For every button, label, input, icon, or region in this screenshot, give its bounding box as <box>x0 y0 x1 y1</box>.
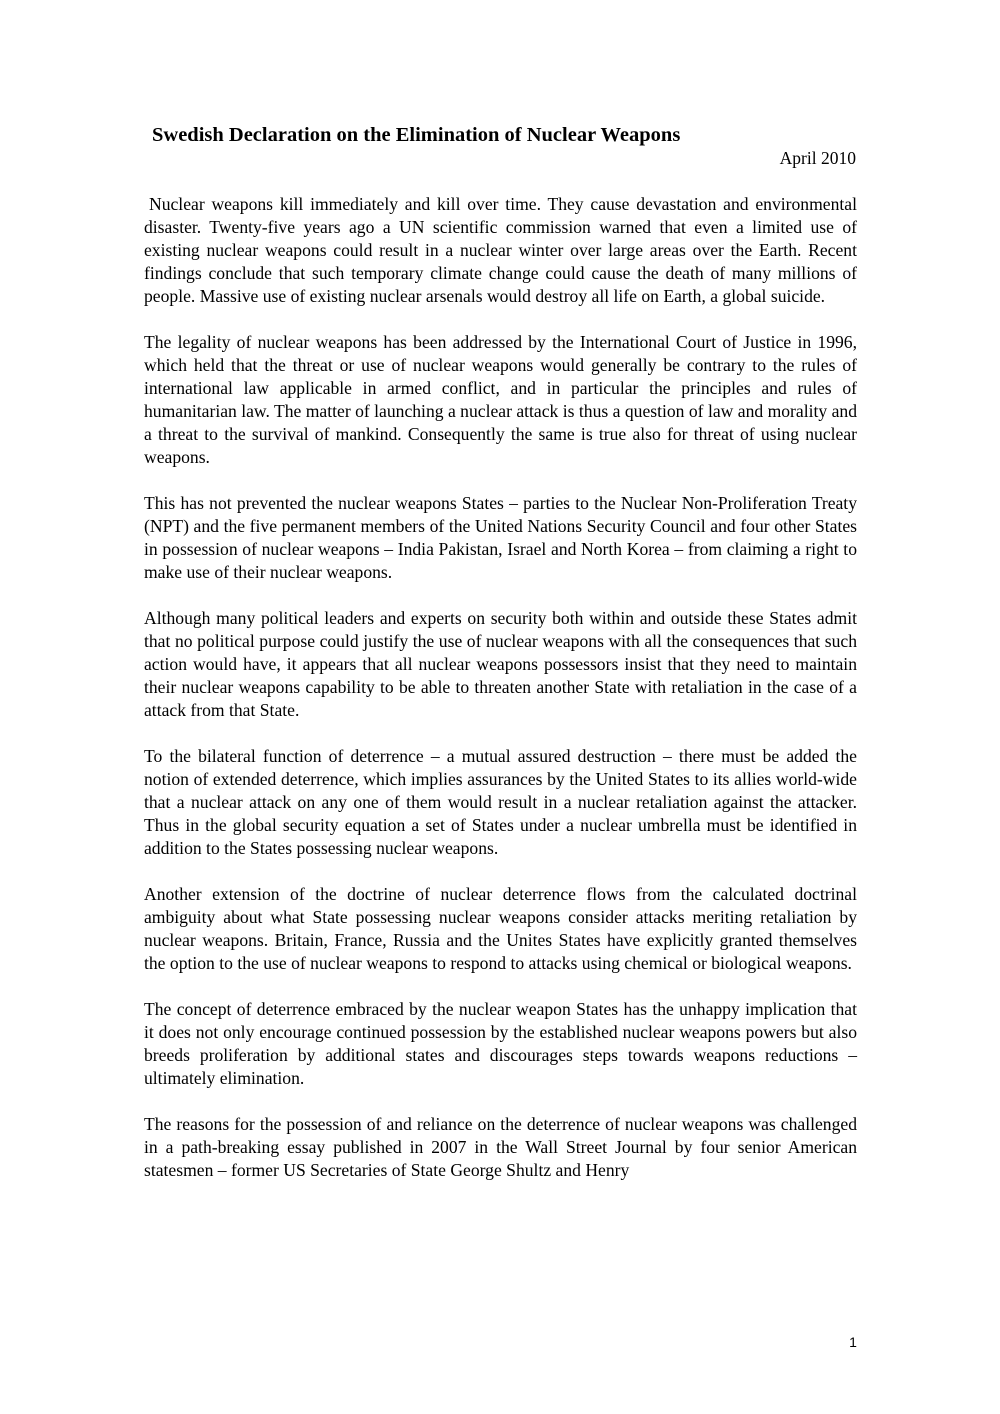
document-date: April 2010 <box>779 148 856 168</box>
paragraph: Nuclear weapons kill immediately and kill over time. They cause devastation and environmental disaster. Twenty-five years ago a UN scientific commission warned that even a limited use of existing nuclear weapons could result in a nuclear winter over large areas over the Earth. Recent findings conclude that such temporary climate change could cause the death of many millions of people. Massive use of existing nuclear arsenals would destroy all life on Earth, a global suicide. <box>144 194 857 306</box>
paragraph: The concept of deterrence embraced by the nuclear weapon States has the unhappy implication that it does not only encourage continued possession by the established nuclear weapons powers but also breeds proliferation by additional states and discourages steps towards weapons reductions – ultimately elimination. <box>144 999 857 1088</box>
paragraph: The reasons for the possession of and reliance on the deterrence of nuclear weapons was challenged in a path-breaking essay published in 2007 in the Wall Street Journal by four senior American statesmen – former US Secretaries of State George Shultz and Henry <box>144 1114 857 1180</box>
paragraph: To the bilateral function of deterrence – a mutual assured destruction – there must be added the notion of extended deterrence, which implies assurances by the United States to its allies world-wide that a nuclear attack on any one of them would result in a nuclear retaliation against the attacker. Thus in the global security equation a set of States under a nuclear umbrella must be identified in addition to the States possessing nuclear weapons. <box>144 746 857 858</box>
document-body <box>144 193 857 1205</box>
page-number: 1 <box>849 1334 857 1350</box>
paragraph: The legality of nuclear weapons has been addressed by the International Court of Justice in 1996, which held that the threat or use of nuclear weapons would generally be contrary to the rules of international law applicable in armed conflict, and in particular the principles and rules of humanitarian law. The matter of launching a nuclear attack is thus a question of law and morality and a threat to the survival of mankind. Consequently the same is true also for threat of using nuclear weapons. <box>144 332 857 467</box>
paragraph: Another extension of the doctrine of nuclear deterrence flows from the calculated doctrinal ambiguity about what State possessing nuclear weapons consider attacks meriting retaliation by nuclear weapons. Britain, France, Russia and the Unites States have explicitly granted themselves the option to the use of nuclear weapons to respond to attacks using chemical or biological weapons. <box>144 884 857 973</box>
paragraph: Although many political leaders and experts on security both within and outside these States admit that no political purpose could justify the use of nuclear weapons with all the consequences that such action would have, it appears that all nuclear weapons possessors insist that they need to maintain their nuclear weapons capability to be able to threaten another State with retaliation in the case of a attack from that State. <box>144 608 857 720</box>
document-title: Swedish Declaration on the Elimination of Nuclear Weapons <box>152 124 681 146</box>
paragraph: This has not prevented the nuclear weapons States – parties to the Nuclear Non-Proliferation Treaty (NPT) and the five permanent members of the United Nations Security Council and four other States in possession of nuclear weapons – India Pakistan, Israel and North Korea – from claiming a right to make use of their nuclear weapons. <box>144 493 857 582</box>
